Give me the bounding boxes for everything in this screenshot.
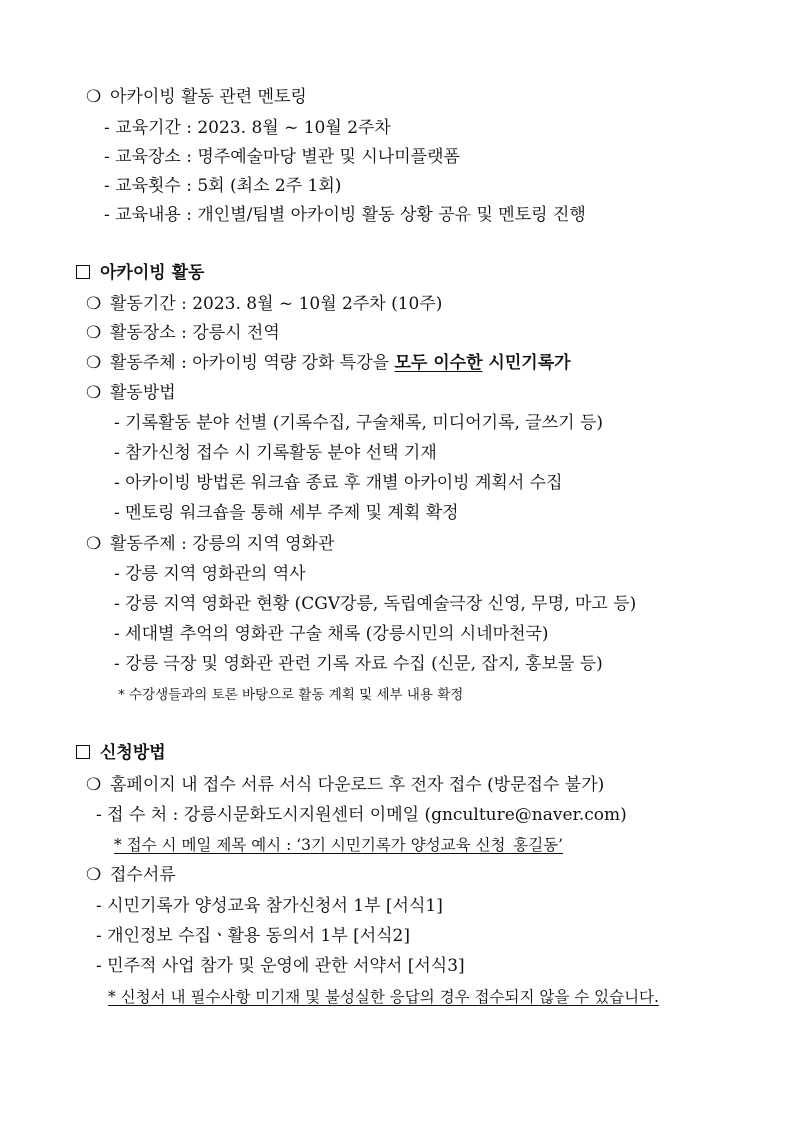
apply-docs-line [86,864,176,886]
circle-bullet-icon: ❍ [86,294,102,314]
apply-doc-item: - 민주적 사업 참가 및 운영에 관한 서약서 [서식3] [96,956,465,976]
activity-place: 활동장소 : 강릉시 전역 [110,323,280,343]
apply-note2: * 신청서 내 필수사항 미기재 및 불성실한 응답의 경우 접수되지 않을 수 있습니다. [108,988,659,1006]
activity-subject-line [86,352,571,374]
apply-note1: * 접수 시 메일 제목 예시 : ‘3기 시민기록가 양성교육 신청_홍길동’ [114,836,564,854]
activity-heading: 아카이빙 활동 [100,263,205,283]
apply-heading: 신청방법 [100,743,166,763]
apply-line1 [86,774,604,796]
circle-bullet-icon: ❍ [86,865,102,885]
activity-method-title: 활동방법 [110,383,176,403]
mentoring-item: - 교육횟수 : 5회 (최소 2주 1회) [104,176,342,196]
topic-item: - 세대별 추억의 영화관 구술 채록 (강릉시민의 시네마천국) [114,624,549,644]
mentoring-item: - 교육기간 : 2023. 8월 ~ 10월 2주차 [104,118,391,138]
activity-topic-line [86,533,334,555]
activity-subject-suffix: 시민기록가 [482,353,571,373]
activity-note: * 수강생들과의 토론 바탕으로 활동 계획 및 세부 내용 확정 [118,687,464,703]
activity-period: 활동기간 : 2023. 8월 ~ 10월 2주차 (10주) [110,294,443,314]
circle-bullet-icon: ❍ [86,323,102,343]
activity-subject-underlined: 모두 이수한 [394,353,483,373]
activity-topic-title: 활동주제 : 강릉의 지역 영화관 [110,534,335,554]
mentoring-item: - 교육내용 : 개인별/팀별 아카이빙 활동 상황 공유 및 멘토링 진행 [104,205,586,225]
activity-heading-line [76,262,204,284]
circle-bullet-icon: ❍ [86,775,102,795]
topic-item: - 강릉 지역 영화관 현황 (CGV강릉, 독립예술극장 신영, 무명, 마고 등) [114,594,637,614]
mentoring-item: - 교육장소 : 명주예술마당 별관 및 시나미플랫폼 [104,147,460,167]
method-item: - 기록활동 분야 선별 (기록수집, 구술채록, 미디어기록, 글쓰기 등) [114,413,603,433]
activity-period-line [86,293,442,315]
circle-bullet-icon: ❍ [86,353,102,373]
apply-line2: - 접 수 처 : 강릉시문화도시지원센터 이메일 (gnculture@naver.com) [96,805,627,825]
method-item: - 참가신청 접수 시 기록활동 분야 선택 기재 [114,443,437,463]
square-bullet-icon [76,265,90,279]
square-bullet-icon [76,745,90,759]
mentoring-title-line [86,86,307,108]
circle-bullet-icon: ❍ [86,87,102,107]
mentoring-title: 아카이빙 활동 관련 멘토링 [110,87,307,107]
method-item: - 멘토링 워크숍을 통해 세부 주제 및 계획 확정 [114,503,459,523]
topic-item: - 강릉 지역 영화관의 역사 [114,564,306,584]
apply-docs-title: 접수서류 [110,865,176,885]
apply-doc-item: - 개인정보 수집ㆍ활용 동의서 1부 [서식2] [96,926,410,946]
circle-bullet-icon: ❍ [86,383,102,403]
activity-subject-prefix: 활동주체 : 아카이빙 역량 강화 특강을 [110,353,395,373]
activity-method-line [86,382,176,404]
apply-line1-text: 홈페이지 내 접수 서류 서식 다운로드 후 전자 접수 (방문접수 불가) [110,775,605,795]
activity-place-line [86,322,280,344]
method-item: - 아카이빙 방법론 워크숍 종료 후 개별 아카이빙 계획서 수집 [114,473,563,493]
apply-heading-line [76,742,166,764]
circle-bullet-icon: ❍ [86,534,102,554]
topic-item: - 강릉 극장 및 영화관 관련 기록 자료 수집 (신문, 잡지, 홍보물 등) [114,654,603,674]
apply-doc-item: - 시민기록가 양성교육 참가신청서 1부 [서식1] [96,896,443,916]
